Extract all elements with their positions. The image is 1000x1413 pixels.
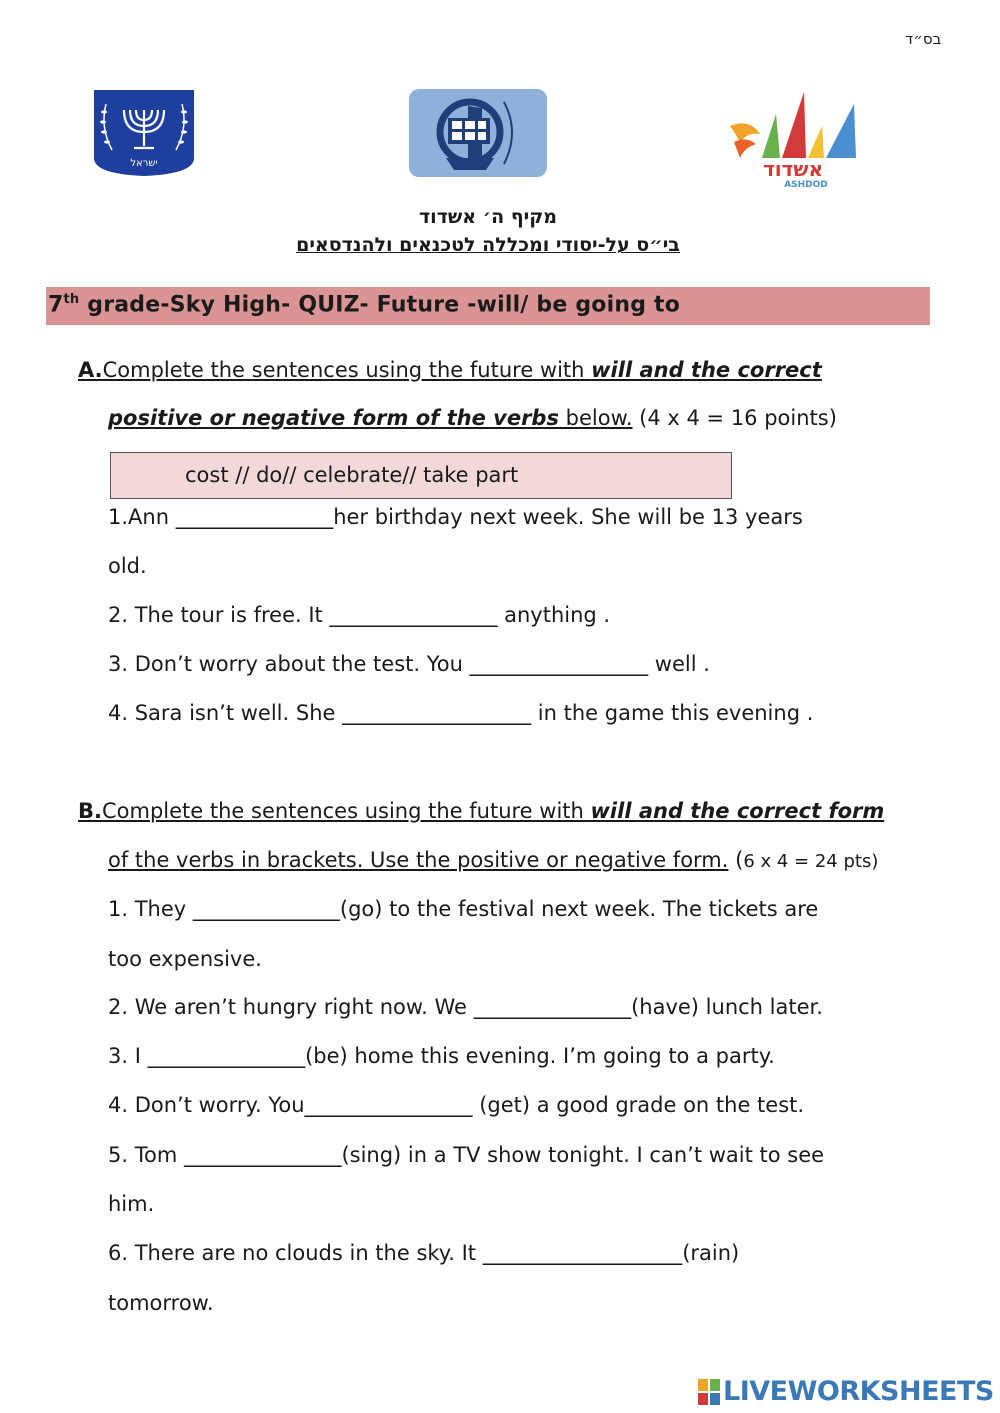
section-b-item-6-cont: tomorrow.: [108, 1291, 214, 1315]
section-a-item-3: 3. Don’t worry about the test. You _________________ well .: [108, 652, 710, 676]
school-subtitle: בי״ס על-יסודי ומכללה לטכנאים ולהנדסאים: [296, 234, 680, 256]
section-b-instr1-bold: will and the correct form: [590, 799, 885, 823]
quiz-title: [48, 292, 680, 317]
section-a-letter: A.: [78, 358, 103, 382]
ashdod-english-text: ASHDOD: [784, 180, 828, 188]
section-b-item-3: 3. I _______________(be) home this evening. I’m going to a party.: [108, 1044, 775, 1068]
section-a-instr1-plain: Complete the sentences using the future with: [102, 358, 592, 382]
section-a-item-1-cont: old.: [108, 554, 147, 578]
section-a-instr2-bold: positive or negative form of the verbs: [108, 406, 559, 430]
liveworksheets-icon: [698, 1379, 720, 1405]
section-b-instr2-plain: of the verbs in brackets. Use the positive or negative form.: [108, 848, 729, 872]
section-b-points-paren: (: [728, 848, 744, 872]
section-b-instr1-plain: Complete the sentences using the future with: [101, 799, 591, 823]
liveworksheets-text: LIVEWORKSHEETS: [723, 1376, 994, 1407]
section-b-item-1-cont: too expensive.: [108, 947, 262, 971]
emblem-text: ישראל: [130, 158, 158, 169]
section-b-instruction-line2: [108, 848, 878, 872]
section-b-letter: B.: [78, 799, 102, 823]
section-a-item-1: 1.Ann _______________her birthday next week. She will be 13 years: [108, 505, 803, 529]
liveworksheets-watermark: [698, 1376, 994, 1407]
section-a-instruction-line2: [108, 406, 837, 430]
section-b-item-5-cont: him.: [108, 1192, 155, 1216]
bsd-header: בס״ד: [905, 30, 942, 48]
section-b-item-1: 1. They ______________(go) to the festival next week. The tickets are: [108, 897, 819, 921]
section-b-item-6: 6. There are no clouds in the sky. It ___________________(rain): [108, 1241, 740, 1265]
grade-number: 7: [48, 292, 64, 318]
title-rest: grade-Sky High- QUIZ- Future -will/ be going to: [79, 292, 681, 318]
section-b-points: 6 x 4 = 24 pts): [743, 851, 879, 872]
section-b-item-2: 2. We aren’t hungry right now. We _______________(have) lunch later.: [108, 995, 823, 1019]
section-a-instr2-plain: below.: [558, 406, 633, 430]
section-b-item-4: 4. Don’t worry. You________________ (get) a good grade on the test.: [108, 1093, 805, 1117]
section-b-item-5: 5. Tom _______________(sing) in a TV show tonight. I can’t wait to see: [108, 1143, 825, 1167]
section-a-item-4: 4. Sara isn’t well. She __________________ in the game this evening .: [108, 701, 814, 725]
school-name: מקיף ה׳ אשדוד: [419, 206, 557, 228]
section-a-item-2: 2. The tour is free. It ________________ anything .: [108, 603, 611, 627]
israel-emblem-logo: [90, 88, 198, 178]
section-a-points: (4 x 4 = 16 points): [632, 406, 837, 430]
ashdod-city-logo: [726, 90, 860, 188]
word-bank-text: cost // do// celebrate// take part: [185, 463, 519, 487]
grade-suffix: th: [63, 292, 80, 307]
ashdod-hebrew-text: אשדוד: [762, 157, 824, 181]
school-logo: [408, 88, 548, 178]
section-a-instr1-bold: will and the correct: [591, 358, 822, 382]
section-b-instruction-line1: [78, 799, 884, 823]
section-a-instruction-line1: [78, 358, 822, 382]
